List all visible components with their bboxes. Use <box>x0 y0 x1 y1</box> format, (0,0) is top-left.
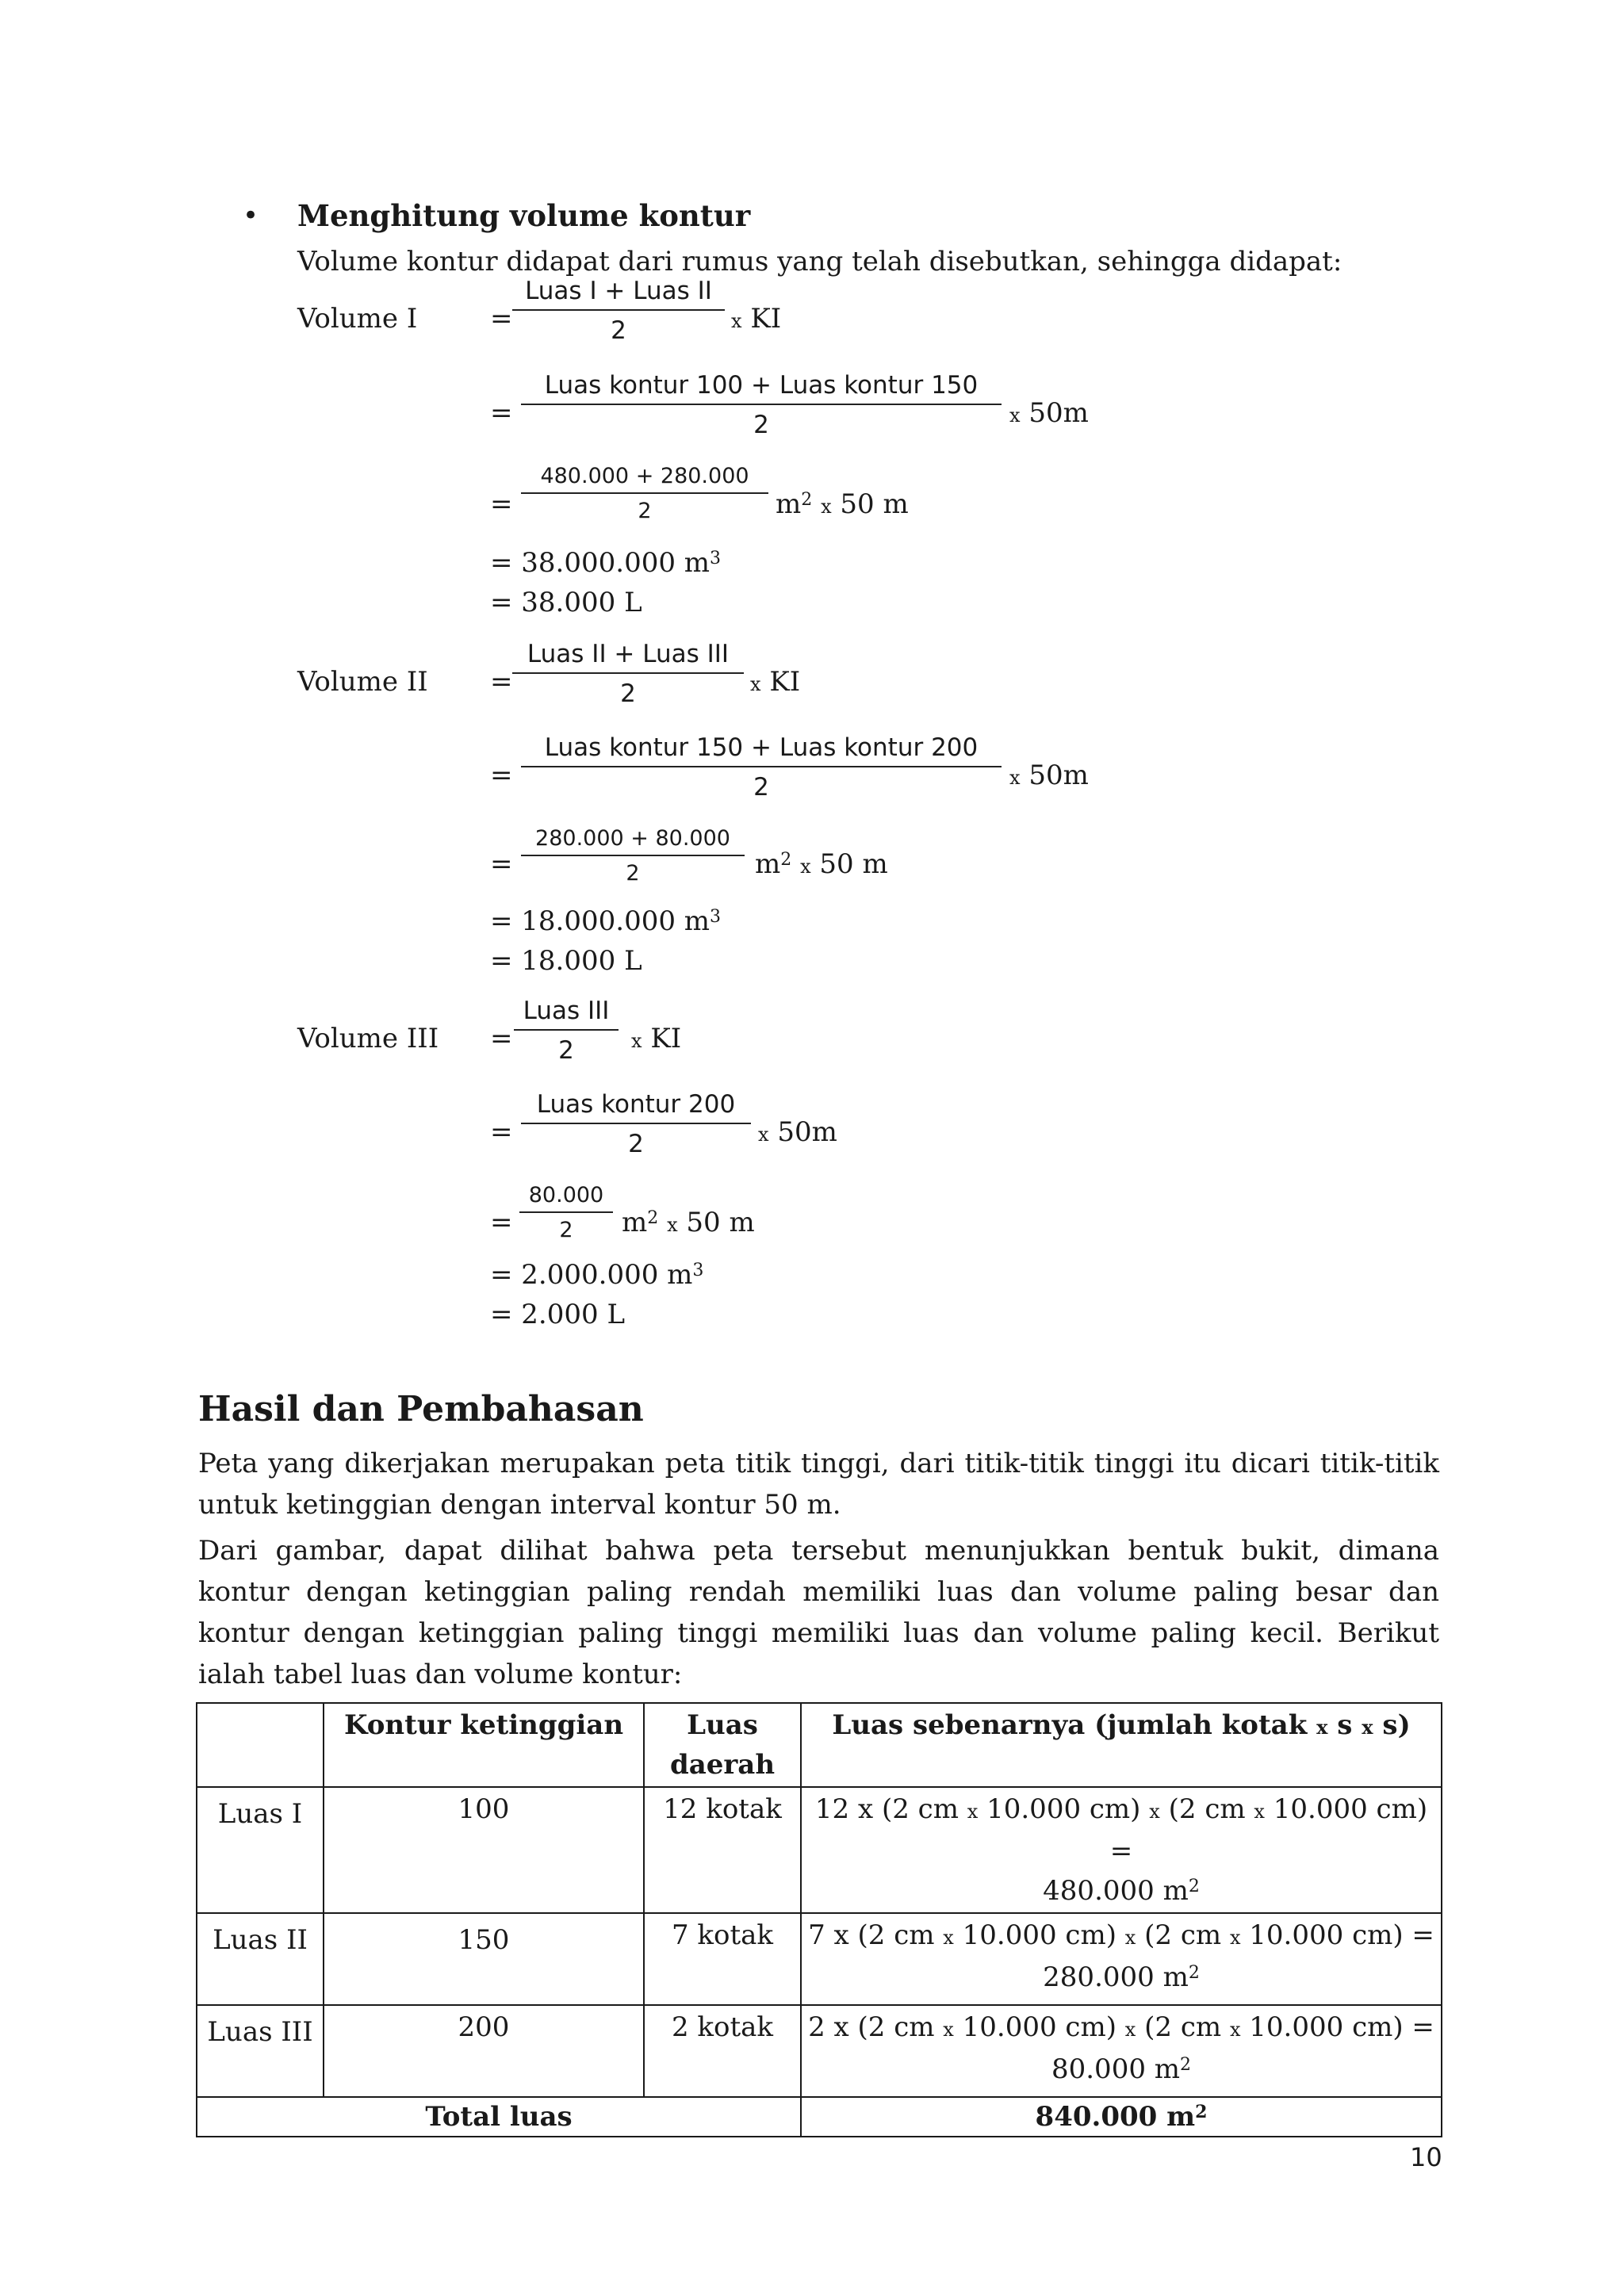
table-row <box>197 1787 1442 1913</box>
section-title: Menghitung volume kontur <box>297 198 751 233</box>
equals-sign: = <box>490 1116 513 1148</box>
header-cell: Luas sebenarnya (jumlah kotak x s x s) <box>801 1703 1442 1787</box>
fraction-bar <box>521 1123 751 1124</box>
fraction-bar <box>512 672 744 674</box>
numerator: Luas kontur 100 + Luas kontur 150 <box>544 371 979 400</box>
table-row <box>197 1913 1442 2005</box>
volume-1-result-liter: = 38.000 L <box>490 587 642 618</box>
header-cell <box>197 1703 324 1787</box>
total-value: 840.000 $m^2$ <box>801 2097 1442 2137</box>
denominator: 2 <box>558 1036 574 1065</box>
volume-1-substitution-fraction <box>521 370 1002 440</box>
equals-sign: = <box>490 397 513 429</box>
table-header-row <box>197 1703 1442 1787</box>
volume-1-substitution-tail: x 50m <box>1009 397 1089 429</box>
numerator: Luas II + Luas III <box>527 640 730 668</box>
volume-1-result-m3: = 38.000.000 $m^3$ <box>490 547 722 579</box>
volume-3-substitution-fraction <box>521 1089 751 1159</box>
denominator: 2 <box>628 1130 644 1158</box>
equals-sign: = <box>490 666 513 698</box>
total-label: Total luas <box>197 2097 801 2137</box>
volume-3-result-m3: = 2.000.000 $m^3$ <box>490 1259 704 1291</box>
volume-1-label: Volume I <box>297 303 418 335</box>
volume-2-label: Volume II <box>297 666 428 698</box>
bullet: • <box>243 200 259 232</box>
numerator: 80.000 <box>528 1183 604 1207</box>
equals-sign: = <box>490 848 513 880</box>
header-cell: Kontur ketinggian <box>324 1703 644 1787</box>
volume-2-formula-tail: x KI <box>750 666 801 698</box>
denominator: 2 <box>611 316 626 345</box>
equals-sign: = <box>490 1023 513 1054</box>
row-daerah: 12 kotak <box>644 1787 801 1913</box>
denominator: 2 <box>620 679 636 708</box>
volume-2-values-fraction <box>521 826 745 886</box>
numerator: Luas kontur 150 + Luas kontur 200 <box>544 733 979 762</box>
fraction-bar <box>514 1029 619 1031</box>
fraction-bar <box>521 404 1002 405</box>
volume-2-result-liter: = 18.000 L <box>490 945 642 977</box>
row-daerah: 2 kotak <box>644 2005 801 2097</box>
denominator: 2 <box>638 499 652 523</box>
row-name: Luas I <box>197 1787 324 1913</box>
numerator: Luas kontur 200 <box>536 1090 736 1119</box>
results-heading: Hasil dan Pembahasan <box>198 1389 644 1429</box>
volume-3-label: Volume III <box>297 1023 439 1054</box>
row-kontur: 100 <box>324 1787 644 1913</box>
table-row <box>197 2005 1442 2097</box>
volume-3-values-tail: $m^2$ x 50 m <box>622 1207 755 1238</box>
table-total-row <box>197 2097 1442 2137</box>
row-name: Luas III <box>197 2005 324 2097</box>
numerator: 280.000 + 80.000 <box>535 826 730 851</box>
section-intro: Volume kontur didapat dari rumus yang telah disebutkan, sehingga didapat: <box>297 246 1342 277</box>
fraction-bar <box>519 1211 613 1213</box>
volume-2-values-tail: $m^2$ x 50 m <box>755 848 888 880</box>
denominator: 2 <box>753 411 769 439</box>
row-name: Luas II <box>197 1913 324 2005</box>
volume-1-values-tail: $m^2$ x 50 m <box>776 488 909 520</box>
row-calculation: 12 x (2 cm x 10.000 cm) x (2 cm x 10.000 cm) = 480.000 $m^2$ <box>801 1787 1442 1913</box>
results-paragraph-1: Peta yang dikerjakan merupakan peta titik tinggi, dari titik-titik tinggi itu dicari titik-titik untuk ketinggian dengan interval kontur 50 m. <box>198 1448 1439 1521</box>
volume-2-substitution-fraction <box>521 733 1002 802</box>
volume-1-values-fraction <box>521 464 768 524</box>
row-kontur: 200 <box>324 2005 644 2097</box>
row-daerah: 7 kotak <box>644 1913 801 2005</box>
fraction-bar <box>521 492 768 494</box>
volume-3-result-liter: = 2.000 L <box>490 1299 626 1330</box>
results-paragraph-2: Dari gambar, dapat dilihat bahwa peta tersebut menunjukkan bentuk bukit, dimana kontur dengan ketinggian paling rendah memiliki luas dan volume paling besar dan kontur dengan ketinggian paling tinggi memiliki luas dan volume paling kecil. Berikut ialah tabel luas dan volume kontur: <box>198 1535 1439 1690</box>
equals-sign: = <box>490 1207 513 1238</box>
row-kontur: 150 <box>324 1913 644 2005</box>
fraction-bar <box>521 766 1002 767</box>
numerator: Luas I + Luas II <box>525 277 712 305</box>
numerator: 480.000 + 280.000 <box>540 464 749 488</box>
row-calculation: 7 x (2 cm x 10.000 cm) x (2 cm x 10.000 cm) = 280.000 $m^2$ <box>801 1913 1442 2005</box>
volume-2-formula-fraction <box>512 639 744 709</box>
header-cell: Luas daerah <box>644 1703 801 1787</box>
equals-sign: = <box>490 303 513 335</box>
volume-2-substitution-tail: x 50m <box>1009 760 1089 791</box>
contour-area-table <box>196 1702 1442 2137</box>
fraction-bar <box>512 309 725 311</box>
equals-sign: = <box>490 488 513 520</box>
volume-1-formula-tail: x KI <box>731 303 782 335</box>
denominator: 2 <box>559 1218 573 1242</box>
equals-sign: = <box>490 760 513 791</box>
volume-1-formula-fraction <box>512 276 725 346</box>
numerator: Luas III <box>523 997 610 1025</box>
volume-3-formula-tail: x KI <box>631 1023 682 1054</box>
denominator: 2 <box>626 861 640 886</box>
denominator: 2 <box>753 773 769 802</box>
volume-2-result-m3: = 18.000.000 $m^3$ <box>490 905 722 937</box>
volume-3-formula-fraction <box>514 996 619 1066</box>
fraction-bar <box>521 855 745 856</box>
row-calculation: 2 x (2 cm x 10.000 cm) x (2 cm x 10.000 cm) = 80.000 $m^2$ <box>801 2005 1442 2097</box>
volume-3-substitution-tail: x 50m <box>758 1116 837 1148</box>
page-number: 10 <box>1410 2142 1442 2172</box>
volume-3-values-fraction <box>519 1183 613 1243</box>
